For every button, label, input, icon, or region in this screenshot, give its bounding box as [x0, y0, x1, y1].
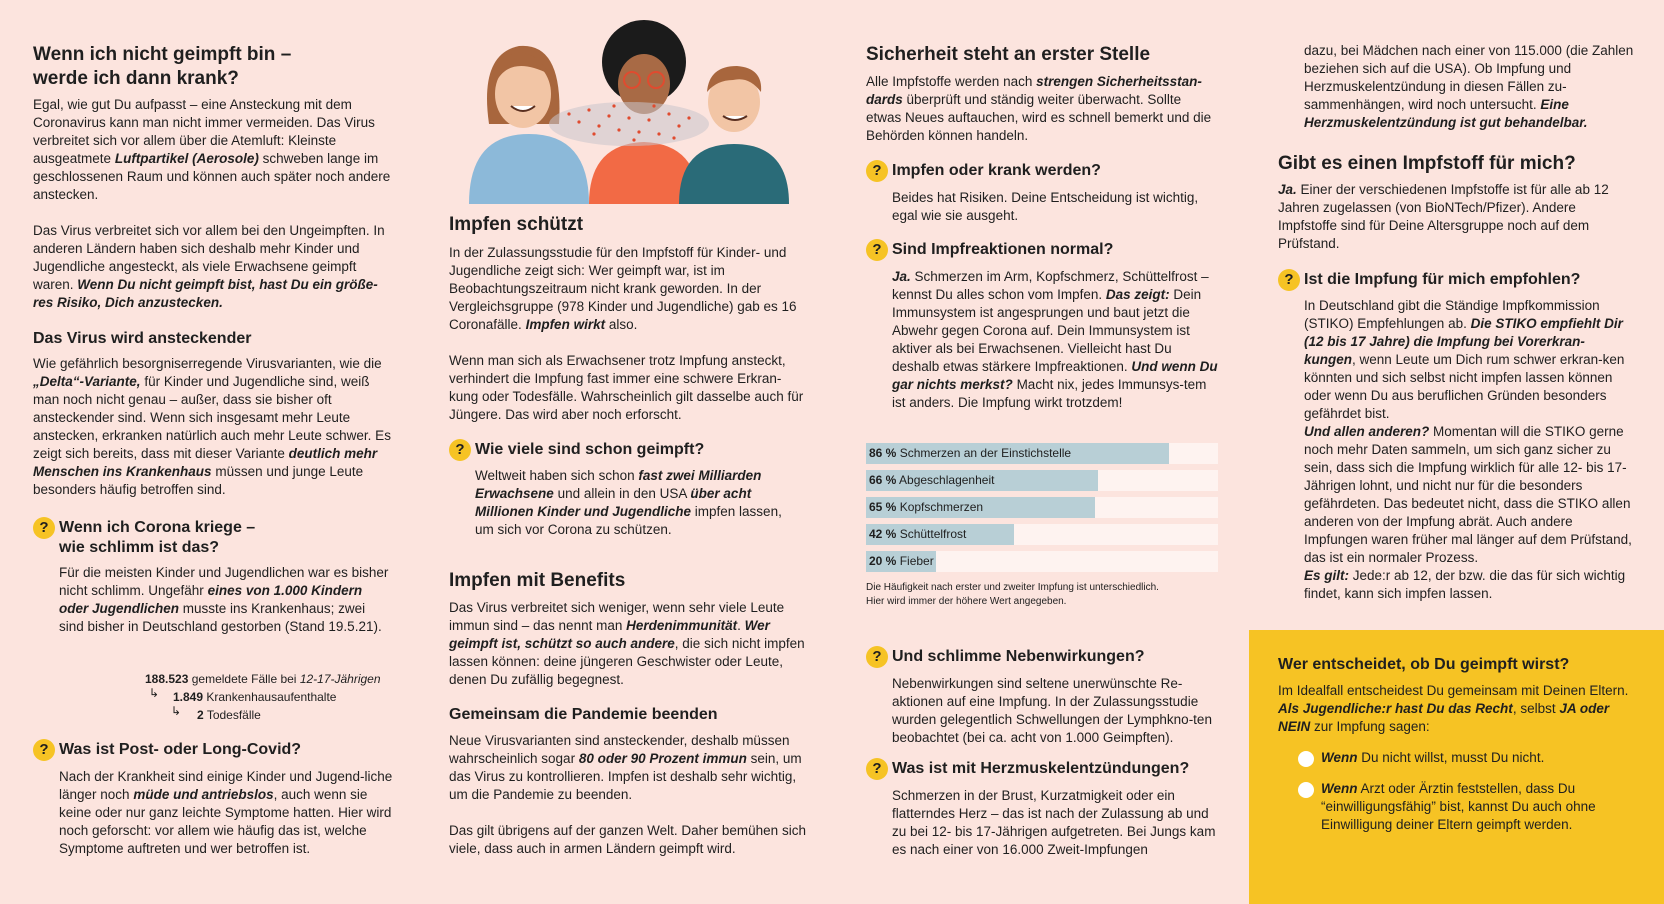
question-icon: ? [449, 439, 471, 461]
question-icon: ? [33, 517, 55, 539]
question-serious-side-effects: ? Und schlimme Nebenwirkungen? [866, 647, 1218, 668]
bar-row [866, 470, 1218, 491]
bar-row [866, 551, 1218, 572]
stat-hospital: ↳ 1.849 Krankenhausaufenthalte [149, 686, 337, 704]
bar-value-label: 86 % [869, 446, 897, 460]
answer-reactions-normal: Ja. Schmerzen im Arm, Kopfschmerz, Schüttelfrost – kennst Du alles schon vom Impfen. Das zeigt: Dein Immunsystem ist angesprungen und baut jetzt die Abwehr gegen Corona auf. Dein Immunsystem ist aktiver als bei Erwachsenen. Vielleicht hast Du deshalb etwas stärkere Impfreaktionen. Und wenn Du gar nichts merkst? Macht nix, jedes Immunsys-tem ist anders. Die Impfung wirkt trotzdem! [892, 269, 1218, 410]
bar-value-label: 42 % [869, 527, 897, 541]
paragraph-adults: Wenn man sich als Erwachsener trotz Impfung ansteckt, verhindert die Impfung fast immer eine schwere Erkran-kung oder Todesfälle. Wahrscheinlich gilt dasselbe auch für Jüngere. Das wird aber noch erforscht. [449, 353, 804, 422]
arrow-icon: ↳ [149, 686, 160, 700]
decision-paragraph: Im Idealfall entscheidest Du gemeinsam mit Deinen Eltern. Als Jugendliche:r hast Du das Recht, selbst JA oder NEIN zur Impfung sagen: [1278, 683, 1629, 734]
bar-value-label: 66 % [869, 473, 897, 487]
decision-box [1249, 630, 1664, 904]
paragraph-end-pandemic: Neue Virusvarianten sind ansteckender, deshalb müssen wahrscheinlich sogar 80 oder 90 Prozent immun sein, um das Virus zu kontrollieren. Impfen ist deshalb sehr wichtig, um die Pandemie zu beenden. [449, 733, 802, 802]
heading-benefits: Impfen mit Benefits [449, 570, 626, 591]
paragraph-vaccine-for-me: Ja. Einer der verschiedenen Impfstoffe ist für alle ab 12 Jahren zugelassen (von BioNTech/Pfizer). Andere Impfstoffe sind für Deine Altersgruppe noch auf dem Prüfstand. [1278, 182, 1609, 251]
bar-category-label: Schmerzen an der Einstichstelle [896, 446, 1072, 460]
heading-more-contagious: Das Virus wird ansteckender [33, 330, 252, 347]
paragraph-infection: Egal, wie gut Du aufpasst – eine Ansteckung mit dem Coronavirus kann man nicht immer vermeiden. Das Virus verbreitet sich vor allem über die Atemluft: Kleinste ausgeatmete Luftpartikel (Aerosole) schweben lange im geschlossenen Raum und können auch später noch andere anstecken. [33, 97, 391, 202]
bullet-icon [1298, 782, 1314, 798]
answer-long-covid: Nach der Krankheit sind einige Kinder und Jugend-liche länger noch müde und antriebslos, auch wenn sie keine oder nur ganz leichte Symptome hatten. Hier wird noch geforscht: vor allem wie häufig das ist, welche Symptome auftreten und wer betroffen ist. [59, 769, 393, 856]
bar-label [869, 472, 994, 489]
heading-end-pandemic: Gemeinsam die Pandemie beenden [449, 706, 718, 723]
paragraph-delta: Wie gefährlich besorgniserregende Virusvarianten, wie die „Delta“-Variante, für Kinder und Jugendliche sind, weiß man noch nicht genau – außer, dass sie bisher oft ansteckender sind. Wenn sich insgesamt mehr Leute anstecken, erkranken natürlich auch mehr Leute schwer. Es zeigt sich bereits, dass mit dieser Variante deutlich mehr Menschen ins Krankenhaus müssen und junge Leute besonders häufig betroffen sind. [33, 356, 391, 497]
bar-row [866, 497, 1218, 518]
bar-category-label: Schüttelfrost [896, 527, 967, 541]
question-long-covid: ? Was ist Post- oder Long-Covid? [33, 740, 391, 761]
answer-vaccinate-or-sick: Beides hat Risiken. Deine Entscheidung ist wichtig, egal wie sie ausgeht. [892, 190, 1199, 223]
bar-label [869, 445, 1071, 462]
stats-cascade [145, 670, 405, 724]
heading-safety: Sicherheit steht an erster Stelle [866, 44, 1151, 65]
question-icon: ? [866, 646, 888, 668]
illustration-people-aerosols [449, 14, 807, 204]
bar-category-label: Kopfschmerzen [896, 500, 984, 514]
question-vaccinate-or-sick: ? Impfen oder krank werden? [866, 161, 1218, 182]
question-icon: ? [866, 758, 888, 780]
heading-not-vaccinated: Wenn ich nicht geimpft bin – werde ich dann krank? [33, 44, 292, 89]
arrow-icon: ↳ [171, 704, 182, 718]
bar-value-label: 20 % [869, 554, 897, 568]
chart-note: Die Häufigkeit nach erster und zweiter Impfung ist unterschiedlich. Hier wird immer der höhere Wert angegeben. [866, 582, 1159, 607]
paragraph-myocarditis-continued: dazu, bei Mädchen nach einer von 115.000 (die Zahlen beziehen sich auf die USA). Ob Impfung und Herzmuskelentzündung in diesen Fällen zu-sammenhängen, wird noch untersucht. Eine Herzmuskelentzündung ist gut behandelbar. [1304, 43, 1634, 130]
heading-vaccine-for-me: Gibt es einen Impfstoff für mich? [1278, 153, 1576, 174]
bar-category-label: Abgeschlagenheit [896, 473, 995, 487]
bar-category-label: Fieber [896, 554, 934, 568]
paragraph-world: Das gilt übrigens auf der ganzen Welt. Daher bemühen sich viele, dass auch in armen Ländern geimpft wird. [449, 823, 806, 856]
question-icon: ? [866, 239, 888, 261]
question-how-many-vaccinated: ? Wie viele sind schon geimpft? [449, 440, 807, 461]
answer-how-bad: Für die meisten Kinder und Jugendlichen war es bisher nicht schlimm. Ungefähr eines von 1.000 Kindern oder Jugendlichen musste ins Krankenhaus; zwei sind bisher in Deutschland gestorben (Stand 19.5.21). [59, 565, 389, 634]
question-how-bad: ? Wenn ich Corona kriege – wie schlimm ist das? [33, 518, 391, 558]
bullet-item-1: Wenn Du nicht willst, musst Du nicht. [1321, 750, 1545, 765]
question-recommended: ? Ist die Impfung für mich empfohlen? [1278, 270, 1634, 291]
bar-label [869, 553, 934, 570]
bar-row [866, 443, 1218, 464]
bar-label [869, 526, 966, 543]
question-myocarditis: ? Was ist mit Herzmuskelentzündungen? [866, 759, 1218, 780]
bullet-item-2: Wenn Arzt oder Ärztin feststellen, dass Du “einwilligungsfähig” bist, kannst Du auch ohne Einwilligung deiner Eltern geimpft werden. [1321, 781, 1596, 832]
bar-value-label: 65 % [869, 500, 897, 514]
stat-deaths: ↳ 2 Todesfälle [171, 704, 261, 722]
answer-myocarditis: Schmerzen in der Brust, Kurzatmigkeit oder ein flatterndes Herz – das ist nach der Zulassung ab und zu bei 12- bis 17-Jährigen aufgetreten. Bei Jungs kam es nach einer von 16.000 Zweit-Impfungen [892, 788, 1216, 857]
paragraph-unvaccinated: Das Virus verbreitet sich vor allem bei den Ungeimpften. In anderen Ländern haben sich deshalb mehr Kinder und Jugendliche angesteckt, als viele Erwachsene geimpft waren. Wenn Du nicht geimpft bist, hast Du ein größe-res Risiko, Dich anzustecken. [33, 223, 385, 310]
question-icon: ? [866, 160, 888, 182]
paragraph-study: In der Zulassungsstudie für den Impfstoff für Kinder- und Jugendliche zeigt sich: Wer geimpft war, ist im Beobachtungszeitraum nicht krank geworden. In der Vergleichsgruppe (978 Kinder und Jugendliche) gab es 16 Coronafälle. Impfen wirkt also. [449, 245, 797, 332]
answer-how-many-vaccinated: Weltweit haben sich schon fast zwei Milliarden Erwachsene und allein in den USA über acht Millionen Kinder und Jugendliche impfen lassen, um sich vor Corona zu schützen. [475, 468, 782, 537]
bar-label [869, 499, 983, 516]
side-effects-chart [866, 443, 1218, 573]
heading-vaccine-protects: Impfen schützt [449, 214, 584, 235]
question-icon: ? [33, 739, 55, 761]
decision-heading: Wer entscheidet, ob Du geimpft wirst? [1278, 656, 1570, 673]
bullet-icon [1298, 751, 1314, 767]
question-reactions-normal: ? Sind Impfreaktionen normal? [866, 240, 1218, 261]
bar-row [866, 524, 1218, 545]
paragraph-safety: Alle Impfstoffe werden nach strengen Sicherheitsstan-dards überprüft und ständig weiter überwacht. Sollte etwas Neues auftauchen, wird es schnell bemerkt und die Behörden können handeln. [866, 74, 1212, 143]
question-icon: ? [1278, 269, 1300, 291]
answer-recommended: In Deutschland gibt die Ständige Impfkommission (STIKO) Empfehlungen ab. Die STIKO empfiehlt Dir (12 bis 17 Jahre) die Impfung bei Vorerkran-kungen, wenn Leute um Dich rum schwer erkran-ken könnten und sich selbst nicht impfen lassen können oder wenn Du aus beruflichen Gründen besonders gefährdet bist. Und allen anderen? Momentan will die STIKO gerne noch mehr Daten sammeln, um sich ganz sicher zu sein, dass sich die Impfung wirklich für alle 12- bis 17-Jährigen lohnt, und nicht nur für die besonders gefährdeten. Das bedeutet nicht, dass die STIKO allen anderen von der Impfung abrät. Auch andere Impfungen waren früher mal länger auf dem Prüfstand, das ist ein normaler Prozess. Es gilt: Jede:r ab 12, der bzw. die das für sich wichtig findet, kann sich impfen lassen. [1304, 298, 1632, 601]
answer-serious-side-effects: Nebenwirkungen sind seltene unerwünschte Re-aktionen auf eine Impfung. In der Zulassungsstudie wurden gelegentlich Schwellungen der Lymphkno-ten beobachtet (bei ca. acht von 1.000 Geimpften). [892, 676, 1212, 745]
paragraph-herd-immunity: Das Virus verbreitet sich weniger, wenn sehr viele Leute immun sind – das nennt man Herdenimmunität. Wer geimpft ist, schützt so auch andere, die sich nicht impfen lassen können: deine jüngeren Geschwister oder Leute, denen Du zufällig begegnest. [449, 600, 805, 687]
stat-cases: 188.523 gemeldete Fälle bei 12-17-Jährigen [145, 672, 381, 686]
